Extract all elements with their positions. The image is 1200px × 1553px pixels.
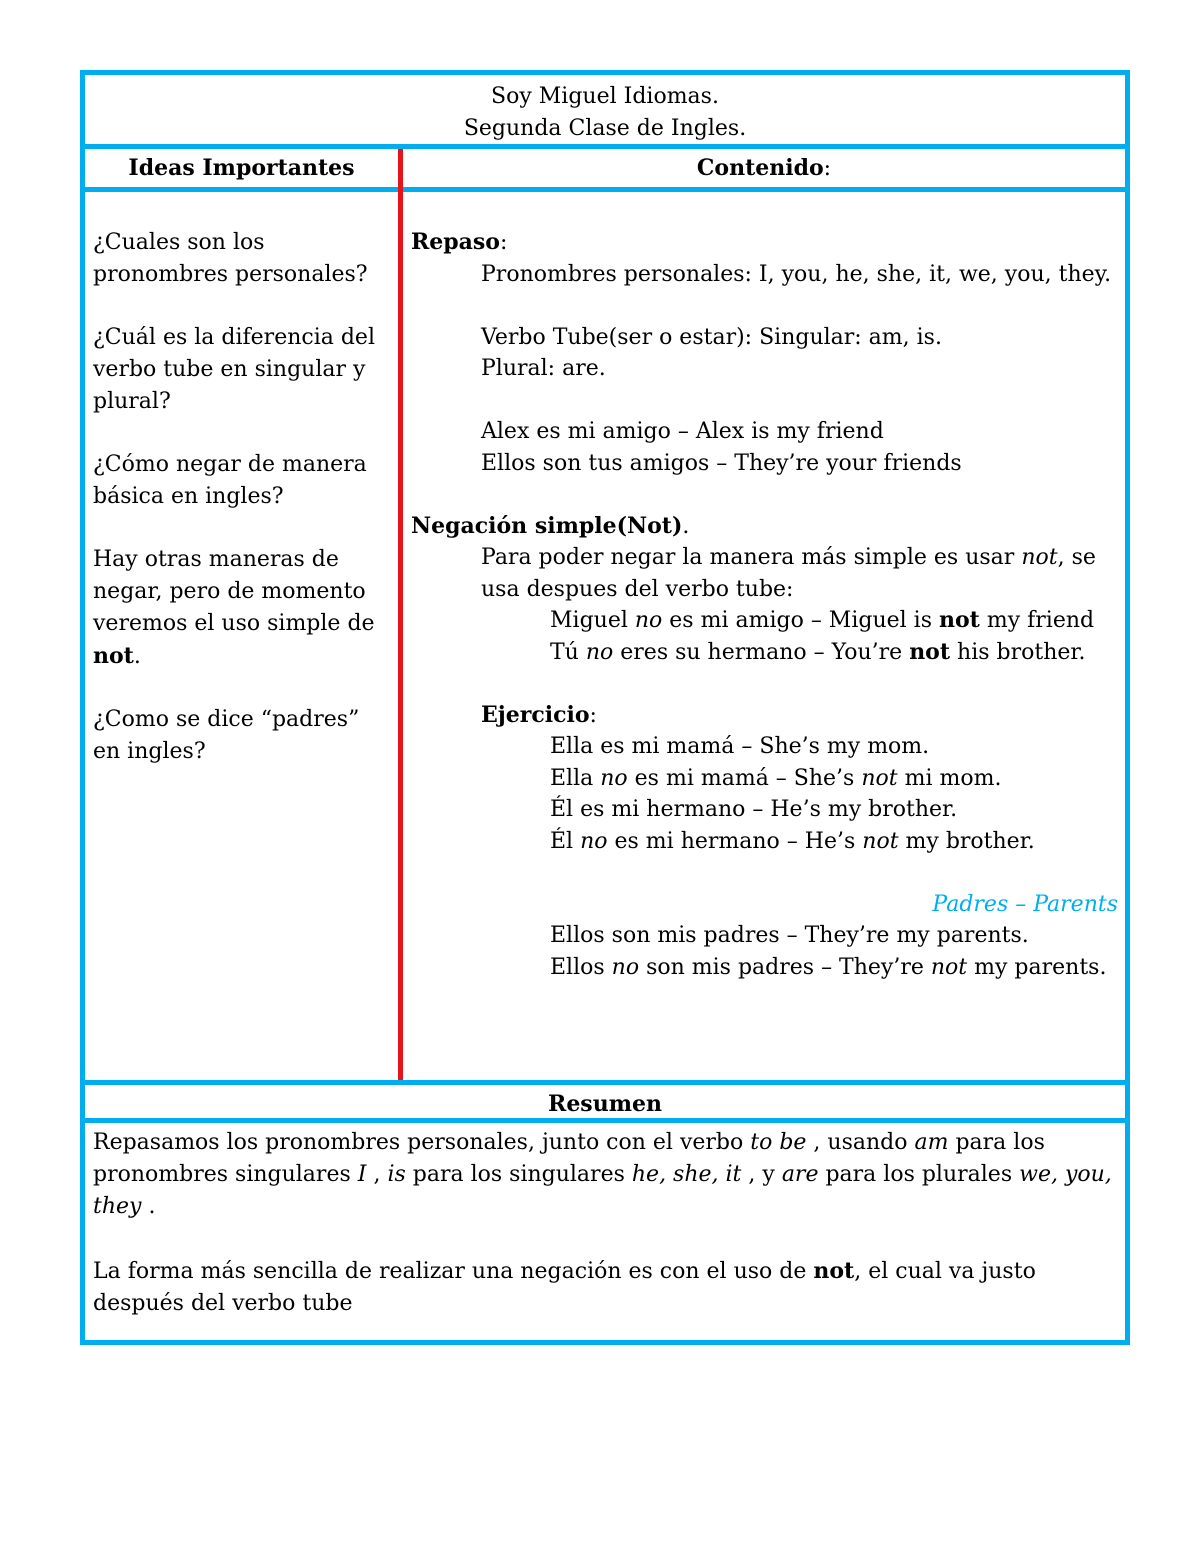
example-line-1: Alex es mi amigo – Alex is my friend xyxy=(481,419,884,444)
s2-a: La forma más sencilla de realizar una negación es con el uso de xyxy=(93,1259,814,1284)
negacion-line-1 xyxy=(411,542,1126,574)
negacion-text-a: Para poder negar la manera más simple es usar xyxy=(481,545,1022,570)
s1-h: . xyxy=(141,1194,156,1219)
summary-divider-bottom xyxy=(85,1118,1125,1123)
contenido-heading-text: Contenido xyxy=(696,155,824,181)
ideas-column xyxy=(93,227,393,799)
e6-c: my parents. xyxy=(967,954,1107,980)
m2-no: no xyxy=(585,639,614,665)
question-4-text: Hay otras maneras de negar, pero de momento veremos el uso simple de xyxy=(93,547,375,636)
question-5: ¿Como se dice “padres” en ingles? xyxy=(93,707,360,764)
e2-b: es mi mamá – She’s xyxy=(627,765,862,791)
column-divider-red xyxy=(398,149,403,1080)
s1-tobe: to be xyxy=(750,1130,807,1155)
m2-a: Tú xyxy=(550,639,586,665)
negacion-heading xyxy=(411,511,1126,543)
m2-c: his brother. xyxy=(950,639,1086,665)
notes-frame xyxy=(80,70,1130,1345)
exercise-line-2 xyxy=(411,763,1126,795)
m1-no: no xyxy=(634,608,663,633)
example-line-2: Ellos son tus amigos – They’re your friends xyxy=(481,450,962,476)
s1-is: is xyxy=(387,1162,406,1187)
s1-f: , y xyxy=(741,1162,782,1187)
s1-are: are xyxy=(781,1162,819,1187)
negacion-end: . xyxy=(682,513,690,539)
e6-not: not xyxy=(930,954,968,980)
contenido-column xyxy=(411,227,1126,983)
m1-b: es mi amigo – Miguel is xyxy=(662,608,939,633)
pronombres-line: Pronombres personales: I, you, he, she, it, we, you, they. xyxy=(481,261,1112,287)
repaso-label: Repaso xyxy=(411,229,500,255)
e4-a: Él xyxy=(550,828,581,854)
column-head-ideas xyxy=(85,149,398,187)
plural-line: Plural: are. xyxy=(481,356,606,381)
s2-b: , el cual va justo después del verbo tube xyxy=(93,1259,1036,1316)
question-4-end: . xyxy=(133,644,141,669)
s1-e: para los singulares xyxy=(405,1162,632,1187)
e2-no: no xyxy=(600,765,628,791)
s1-g: para los plurales xyxy=(818,1162,1020,1187)
exercise-line-3: Él es mi hermano – He’s my brother. xyxy=(550,797,958,822)
summary-body xyxy=(93,1127,1113,1352)
e4-no: no xyxy=(580,828,608,854)
title-line-2: Segunda Clase de Ingles. xyxy=(463,116,747,141)
e2-not: not xyxy=(861,765,898,791)
s1-b: , usando xyxy=(806,1130,915,1155)
summary-paragraph-2 xyxy=(93,1255,1113,1320)
exercise-line-6 xyxy=(411,952,1126,984)
s1-d: , xyxy=(366,1162,388,1187)
question-4-bold: not xyxy=(93,643,134,669)
negation-example-2 xyxy=(411,637,1126,669)
e2-a: Ella xyxy=(550,765,601,791)
padres-parents-note: Padres – Parents xyxy=(932,891,1118,917)
negacion-line-2: usa despues del verbo tube: xyxy=(481,576,794,602)
negacion-not: not xyxy=(1021,545,1058,570)
e6-no: no xyxy=(611,954,640,980)
e4-b: es mi hermano – He’s xyxy=(607,828,863,854)
exercise-line-1: Ella es mi mamá – She’s my mom. xyxy=(550,734,930,759)
s1-weyouthey: we, you, they xyxy=(93,1162,1112,1219)
s1-hesheit: he, she, it xyxy=(631,1162,742,1187)
question-4 xyxy=(93,544,393,673)
title-line-1: Soy Miguel Idiomas. xyxy=(491,84,719,109)
contenido-heading-colon: : xyxy=(823,156,832,181)
ejercicio-colon: : xyxy=(589,702,597,728)
verbo-tube-line: Verbo Tube(ser o estar): Singular: am, is. xyxy=(481,324,942,350)
e6-b: son mis padres – They’re xyxy=(639,954,931,980)
exercise-line-4 xyxy=(411,826,1126,858)
s2-not: not xyxy=(813,1258,855,1284)
e2-c: mi mom. xyxy=(897,765,1002,791)
e4-c: my brother. xyxy=(898,828,1035,854)
summary-heading: Resumen xyxy=(548,1091,662,1117)
question-1: ¿Cuales son los pronombres personales? xyxy=(93,230,368,287)
m1-a: Miguel xyxy=(550,608,635,633)
repaso-colon: : xyxy=(499,230,508,255)
e4-not: not xyxy=(862,828,899,854)
ejercicio-heading xyxy=(411,700,1126,732)
m1-not: not xyxy=(939,607,980,633)
s1-c: para los pronombres singulares xyxy=(93,1130,1045,1187)
summary-paragraph-1 xyxy=(93,1127,1113,1223)
exercise-line-5: Ellos son mis padres – They’re my parents. xyxy=(550,923,1029,948)
m1-c: my friend xyxy=(979,608,1095,633)
e6-a: Ellos xyxy=(550,954,612,980)
s1-i: I xyxy=(357,1162,367,1187)
ideas-heading-text: Ideas Importantes xyxy=(128,155,355,181)
column-head-contenido xyxy=(403,149,1125,187)
question-3: ¿Cómo negar de manera básica en ingles? xyxy=(93,452,367,509)
column-header-divider xyxy=(85,187,1125,192)
m2-b: eres su hermano – You’re xyxy=(613,639,910,665)
ejercicio-label: Ejercicio xyxy=(481,701,590,728)
negation-example-1 xyxy=(411,605,1126,637)
s1-a: Repasamos los pronombres personales, junto con el verbo xyxy=(93,1130,751,1155)
repaso-heading xyxy=(411,227,1126,259)
negacion-text-b: , se xyxy=(1057,545,1096,570)
question-2: ¿Cuál es la diferencia del verbo tube en singular y plural? xyxy=(93,325,375,414)
m2-not: not xyxy=(909,638,951,665)
s1-am: am xyxy=(914,1130,949,1155)
negacion-label: Negación simple(Not) xyxy=(411,512,683,539)
